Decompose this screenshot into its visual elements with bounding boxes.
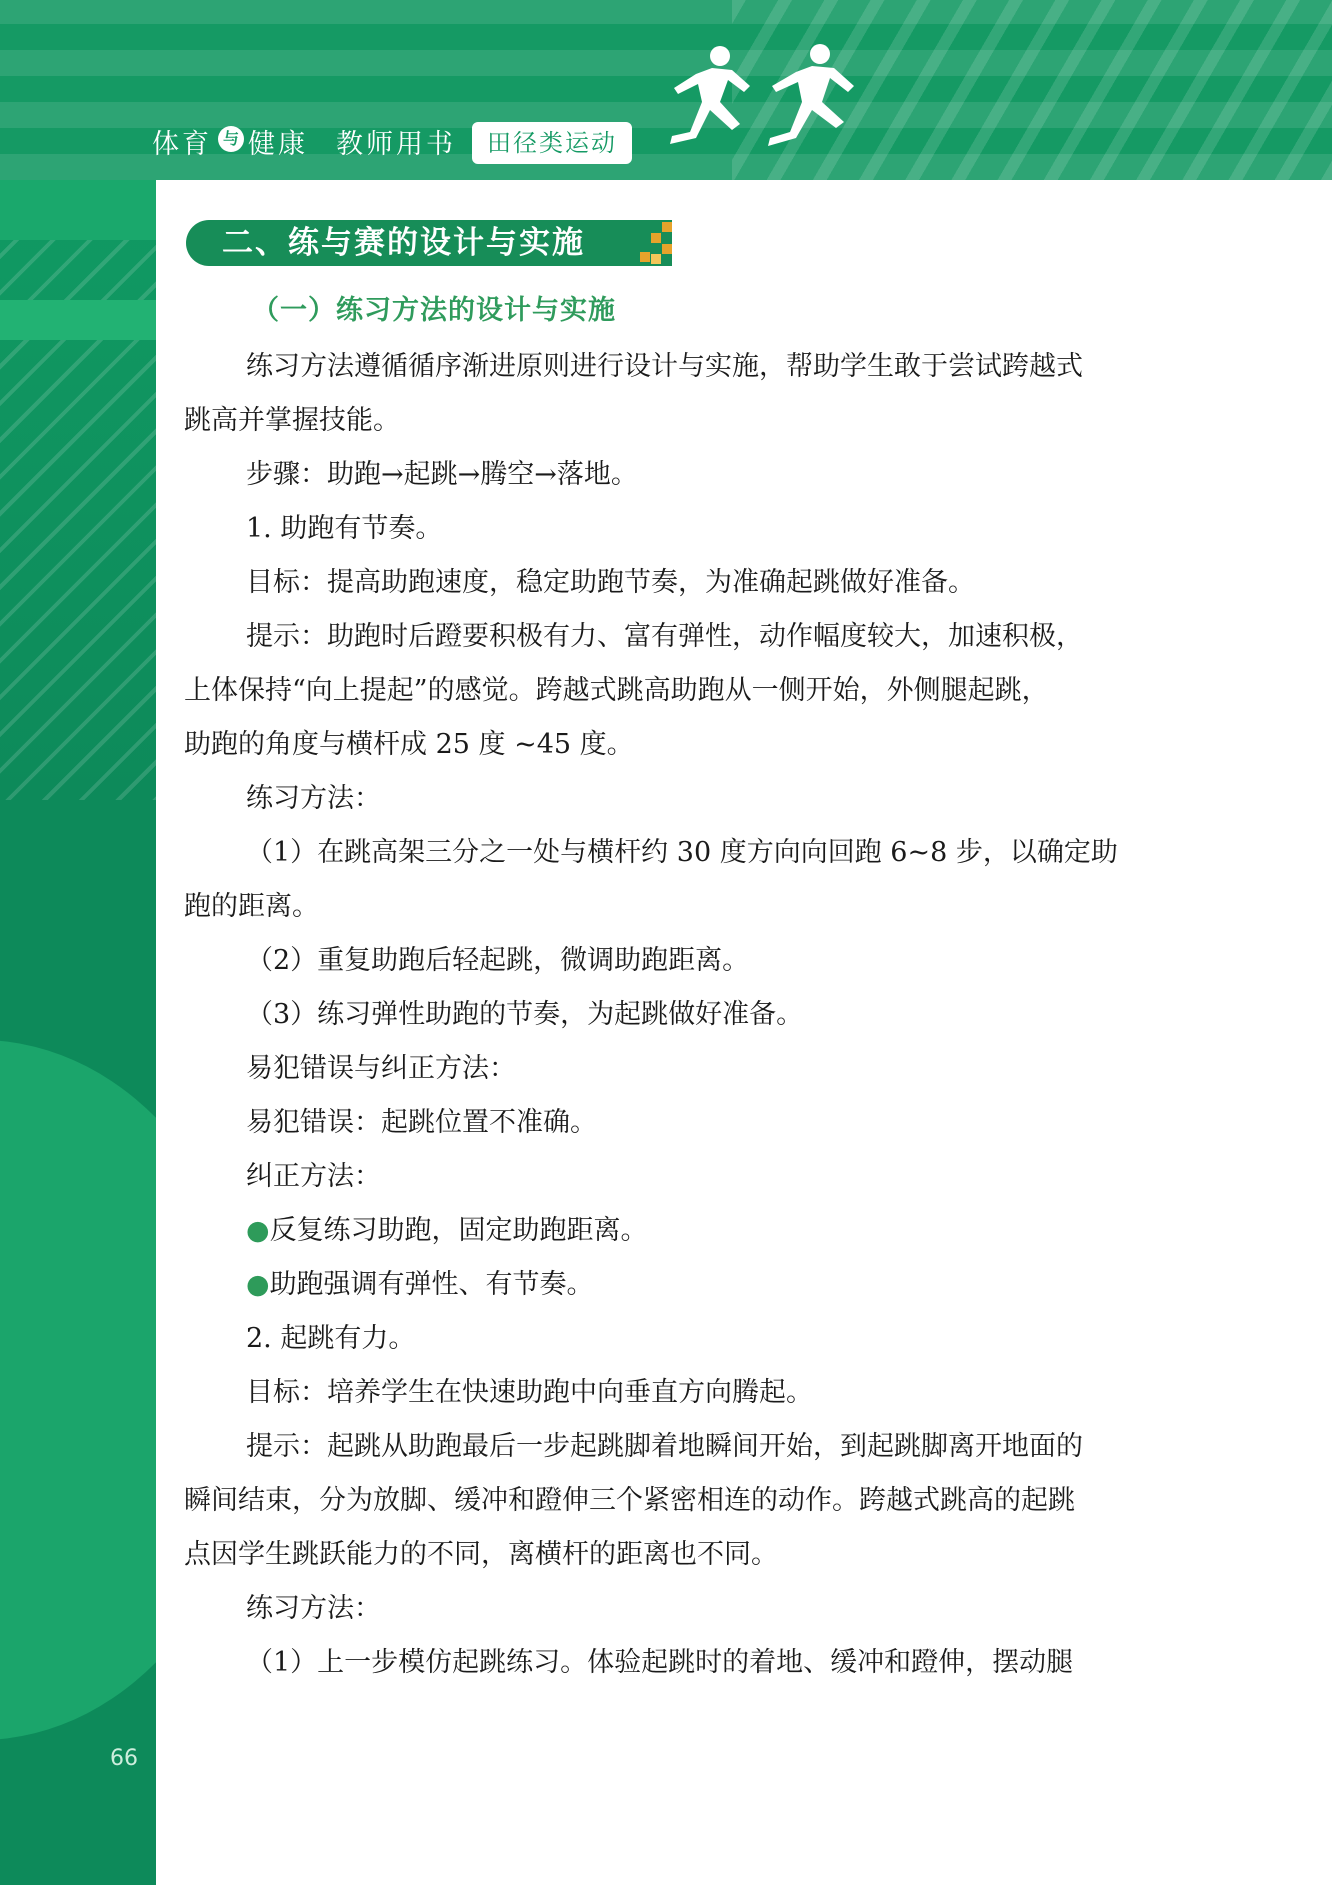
paragraph: 练习方法： bbox=[246, 1593, 381, 1624]
paragraph: 步骤：助跑→起跳→腾空→落地。 bbox=[246, 459, 638, 490]
bullet-text: 助跑强调有弹性、有节奏。 bbox=[269, 1269, 594, 1300]
paragraph: 1. 助跑有节奏。 bbox=[246, 513, 443, 544]
section-heading bbox=[186, 220, 672, 266]
page-number: 66 bbox=[110, 1746, 138, 1771]
paragraph: 练习方法遵循循序渐进原则进行设计与实施，帮助学生敢于尝试跨越式 bbox=[246, 351, 1083, 382]
category-tag: 田径类运动 bbox=[472, 122, 632, 164]
paragraph-continuation: 点因学生跳跃能力的不同，离横杆的距离也不同。 bbox=[184, 1539, 778, 1570]
paragraph: 目标：提高助跑速度，稳定助跑节奏，为准确起跳做好准备。 bbox=[246, 567, 975, 598]
paragraph: （3）练习弹性助跑的节奏，为起跳做好准备。 bbox=[246, 999, 804, 1030]
header-title-and-badge: 与 bbox=[218, 126, 244, 152]
subsection-title: （一）练习方法的设计与实施 bbox=[252, 295, 616, 326]
paragraph-continuation: 跳高并掌握技能。 bbox=[184, 405, 400, 436]
paragraph-continuation: 跑的距离。 bbox=[184, 891, 319, 922]
sidebar-band bbox=[0, 180, 156, 240]
bullet-item bbox=[184, 1258, 1184, 1312]
body-text bbox=[184, 340, 1184, 1690]
bullet-icon: ● bbox=[246, 1215, 270, 1246]
paragraph: 纠正方法： bbox=[246, 1161, 381, 1192]
bullet-item bbox=[184, 1204, 1184, 1258]
paragraph: 易犯错误与纠正方法： bbox=[246, 1053, 516, 1084]
paragraph: 练习方法： bbox=[246, 783, 381, 814]
bullet-icon: ● bbox=[246, 1269, 270, 1300]
sidebar-stripes bbox=[0, 180, 156, 800]
paragraph: 提示：助跑时后蹬要积极有力、富有弹性，动作幅度较大，加速积极， bbox=[246, 621, 1083, 652]
paragraph: 提示：起跳从助跑最后一步起跳脚着地瞬间开始，到起跳脚离开地面的 bbox=[246, 1431, 1083, 1462]
paragraph: （2）重复助跑后轻起跳，微调助跑距离。 bbox=[246, 945, 750, 976]
paragraph-continuation: 瞬间结束，分为放脚、缓冲和蹬伸三个紧密相连的动作。跨越式跳高的起跳 bbox=[184, 1485, 1075, 1516]
header-title-teacher-book: 教师用书 bbox=[336, 129, 456, 160]
paragraph-continuation: 上体保持“向上提起”的感觉。跨越式跳高助跑从一侧开始，外侧腿起跳， bbox=[184, 675, 1049, 706]
paragraph: 易犯错误：起跳位置不准确。 bbox=[246, 1107, 597, 1138]
paragraph: 2. 起跳有力。 bbox=[246, 1323, 416, 1354]
sidebar-band bbox=[0, 300, 156, 340]
paragraph-continuation: 助跑的角度与横杆成 25 度 ~45 度。 bbox=[184, 729, 634, 760]
heading-dot-decoration bbox=[640, 222, 674, 264]
left-sidebar-decoration bbox=[0, 180, 156, 1885]
running-athletes-icon bbox=[640, 40, 880, 160]
header-title-health: 健康 bbox=[248, 129, 308, 160]
bullet-text: 反复练习助跑，固定助跑距离。 bbox=[269, 1215, 648, 1246]
paragraph: 目标：培养学生在快速助跑中向垂直方向腾起。 bbox=[246, 1377, 813, 1408]
paragraph: （1）在跳高架三分之一处与横杆约 30 度方向向回跑 6~8 步，以确定助 bbox=[246, 837, 1118, 868]
section-heading-text: 二、练与赛的设计与实施 bbox=[222, 225, 585, 261]
paragraph: （1）上一步模仿起跳练习。体验起跳时的着地、缓冲和蹬伸，摆动腿 bbox=[246, 1647, 1074, 1678]
header-title-sport: 体育 bbox=[152, 129, 212, 160]
sidebar-circle-decoration bbox=[0, 1040, 156, 1740]
